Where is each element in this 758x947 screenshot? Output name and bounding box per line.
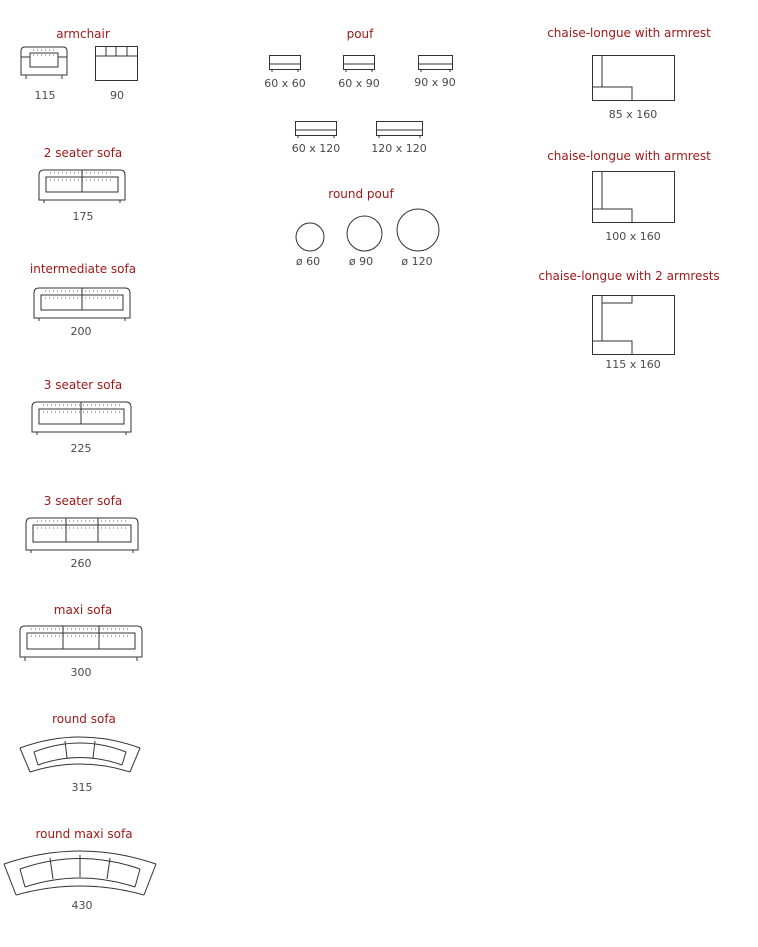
pouf-size-120x120: 120 x 120 (371, 142, 427, 155)
round-pouf-size-120: ø 120 (401, 255, 433, 268)
round-pouf-size-60: ø 60 (295, 255, 321, 268)
round-sofa-size: 315 (71, 781, 93, 794)
chaise-armrest-85-title: chaise-longue with armrest (547, 26, 711, 40)
chaise-armrest-85-drawing (592, 55, 675, 101)
sofa-3-seater-225-size: 225 (70, 442, 92, 455)
armchair-size-side: 90 (110, 89, 124, 102)
sofa-3-seater-225-drawing (31, 400, 132, 436)
armchair-title: armchair (56, 27, 110, 41)
round-pouf-90-drawing (346, 215, 383, 252)
sofa-2-seater-size: 175 (72, 210, 94, 223)
pouf-size-90x90: 90 x 90 (414, 76, 456, 89)
pouf-90x90-drawing (418, 55, 453, 73)
pouf-120x120-drawing (376, 121, 423, 139)
sofa-3-seater-260-title: 3 seater sofa (43, 494, 123, 508)
armchair-size-front: 115 (34, 89, 56, 102)
round-maxi-sofa-title: round maxi sofa (35, 827, 133, 841)
sofa-2-seater-drawing (38, 168, 126, 204)
sofa-intermediate-size: 200 (70, 325, 92, 338)
chaise-2-armrests-title: chaise-longue with 2 armrests (538, 269, 720, 283)
round-pouf-120-drawing (396, 208, 440, 252)
chaise-armrest-100-title: chaise-longue with armrest (547, 149, 711, 163)
pouf-60x60-drawing (269, 55, 301, 73)
pouf-60x90-drawing (343, 55, 375, 73)
chaise-2-armrests-drawing (592, 295, 675, 355)
round-pouf-size-90: ø 90 (348, 255, 374, 268)
round-sofa-drawing (18, 736, 142, 776)
sofa-intermediate-drawing (33, 286, 131, 322)
armchair-front-drawing (20, 45, 68, 81)
chaise-armrest-85-size: 85 x 160 (608, 108, 658, 121)
maxi-sofa-size: 300 (70, 666, 92, 679)
chaise-armrest-100-drawing (592, 171, 675, 223)
maxi-sofa-title: maxi sofa (53, 603, 113, 617)
maxi-sofa-drawing (19, 624, 143, 662)
pouf-size-60x90: 60 x 90 (338, 77, 380, 90)
sofa-3-seater-260-drawing (25, 516, 139, 554)
armchair-side-drawing (95, 46, 138, 81)
pouf-60x120-drawing (295, 121, 337, 139)
chaise-armrest-100-size: 100 x 160 (605, 230, 661, 243)
round-pouf-60-drawing (295, 222, 325, 252)
round-maxi-sofa-size: 430 (71, 899, 93, 912)
pouf-title: pouf (346, 27, 374, 41)
sofa-2-seater-title: 2 seater sofa (43, 146, 123, 160)
pouf-size-60x120: 60 x 120 (291, 142, 341, 155)
round-maxi-sofa-drawing (2, 850, 158, 898)
sofa-intermediate-title: intermediate sofa (29, 262, 137, 276)
sofa-3-seater-260-size: 260 (70, 557, 92, 570)
round-sofa-title: round sofa (52, 712, 116, 726)
chaise-2-armrests-size: 115 x 160 (605, 358, 661, 371)
pouf-size-60x60: 60 x 60 (264, 77, 306, 90)
round-pouf-title: round pouf (328, 187, 394, 201)
sofa-3-seater-225-title: 3 seater sofa (43, 378, 123, 392)
